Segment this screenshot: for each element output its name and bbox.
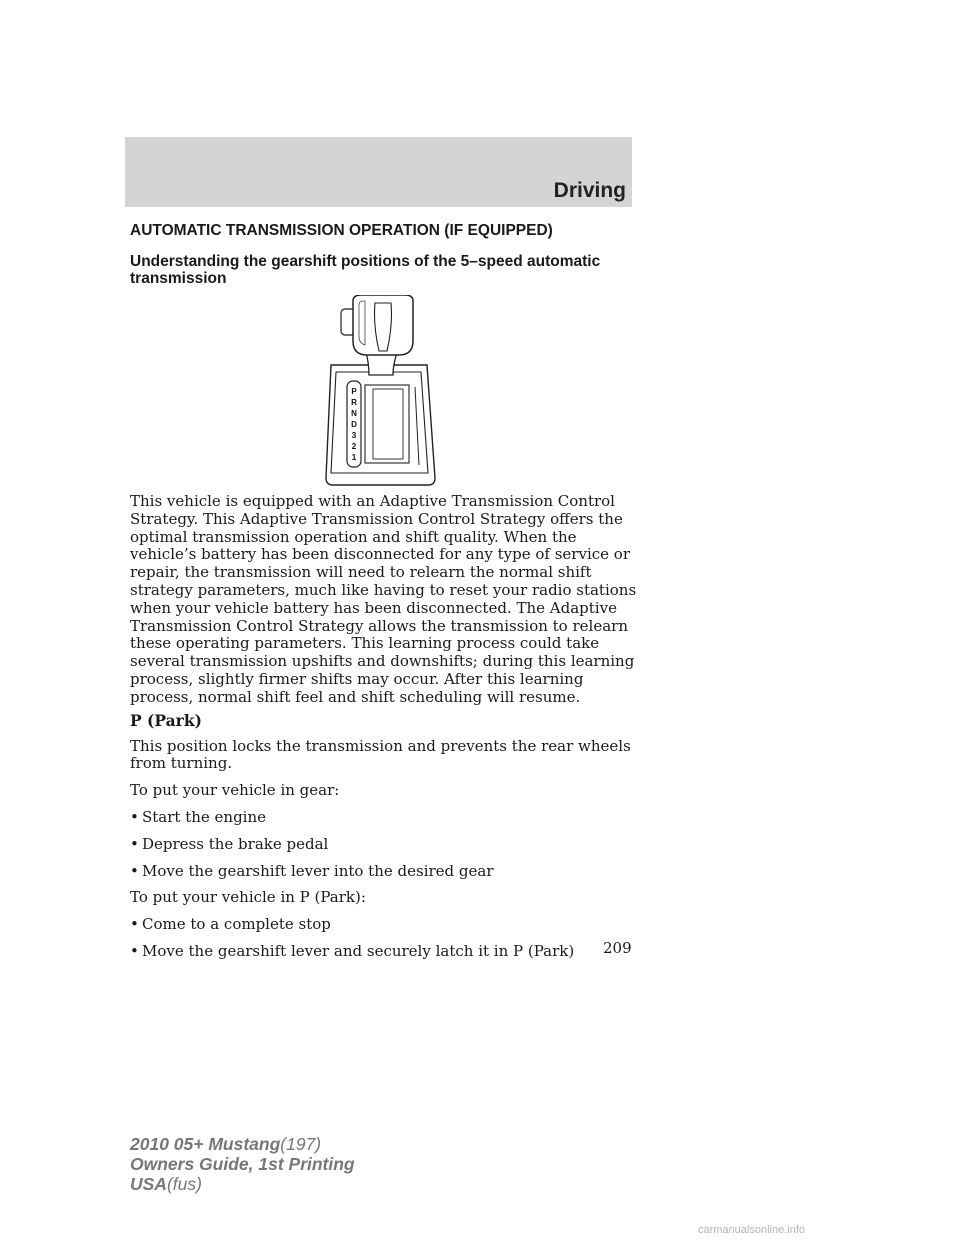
- page-content: [130, 222, 640, 970]
- section-title: Driving: [553, 179, 626, 202]
- list-item: • Move the gearshift lever into the desired gear: [130, 861, 494, 880]
- gearshift-illustration: [325, 295, 445, 487]
- bullet-icon: •: [130, 861, 139, 880]
- intro-paragraph: This vehicle is equipped with an Adaptive Transmission Control Strategy. This Adaptive Transmission Control Strategy offers the optimal transmission operation and shift quality. When the vehicle’s battery has been disconnected for any type of service or repair, the transmission will need to relearn the normal shift strategy parameters, much like having to reset your radio stations when your vehicle battery has been disconnected. The Adaptive Transmission Control Strategy allows the transmission to relearn these operating parameters. This learning process could take several transmission upshifts and downshifts; during this learning process, slightly firmer shifts may occur. After this learning process, normal shift feel and shift scheduling will resume.: [130, 492, 637, 706]
- footer-model: 2010 05+ Mustang: [130, 1134, 281, 1154]
- bullet-icon: •: [130, 941, 139, 960]
- list-item: • Move the gearshift lever and securely latch it in P (Park): [130, 941, 575, 960]
- page-number: 209: [603, 939, 632, 957]
- bullet-icon: •: [130, 915, 139, 934]
- footer-printing: Owners Guide, 1st Printing: [130, 1154, 355, 1174]
- list-item: • Depress the brake pedal: [130, 834, 329, 853]
- gear-intro: To put your vehicle in gear:: [130, 781, 340, 800]
- subsection-heading: Understanding the gearshift positions of the 5–speed automatic transmission: [130, 253, 601, 287]
- gear-label-2: 2: [351, 442, 357, 451]
- park-description: This position locks the transmission and prevents the rear wheels from turning.: [130, 736, 631, 773]
- gear-label-r: R: [351, 398, 357, 407]
- gear-label-3: 3: [351, 431, 357, 440]
- gear-label-n: N: [351, 409, 357, 418]
- header-band: [125, 137, 632, 207]
- bullet-icon: •: [130, 807, 139, 826]
- gear-steps-list: [130, 809, 640, 880]
- gear-label-p: P: [351, 387, 357, 396]
- footer-market: USA: [130, 1174, 167, 1194]
- gearshift-figure: [130, 295, 640, 487]
- park-heading: P (Park): [130, 710, 202, 730]
- bullet-icon: •: [130, 834, 139, 853]
- section-heading: AUTOMATIC TRANSMISSION OPERATION (IF EQUIPPED): [130, 222, 553, 239]
- footer-market-code: (fus): [166, 1174, 202, 1194]
- list-item: • Come to a complete stop: [130, 915, 331, 934]
- list-item: • Start the engine: [130, 807, 267, 826]
- gear-label-1: 1: [351, 453, 357, 462]
- park-intro: To put your vehicle in P (Park):: [130, 888, 366, 907]
- footer-model-code: (197): [280, 1134, 322, 1154]
- watermark-link[interactable]: carmanualsonline.info: [698, 1224, 806, 1236]
- park-steps-list: [130, 916, 640, 961]
- gear-label-d: D: [351, 420, 357, 429]
- print-footer: [130, 1134, 355, 1194]
